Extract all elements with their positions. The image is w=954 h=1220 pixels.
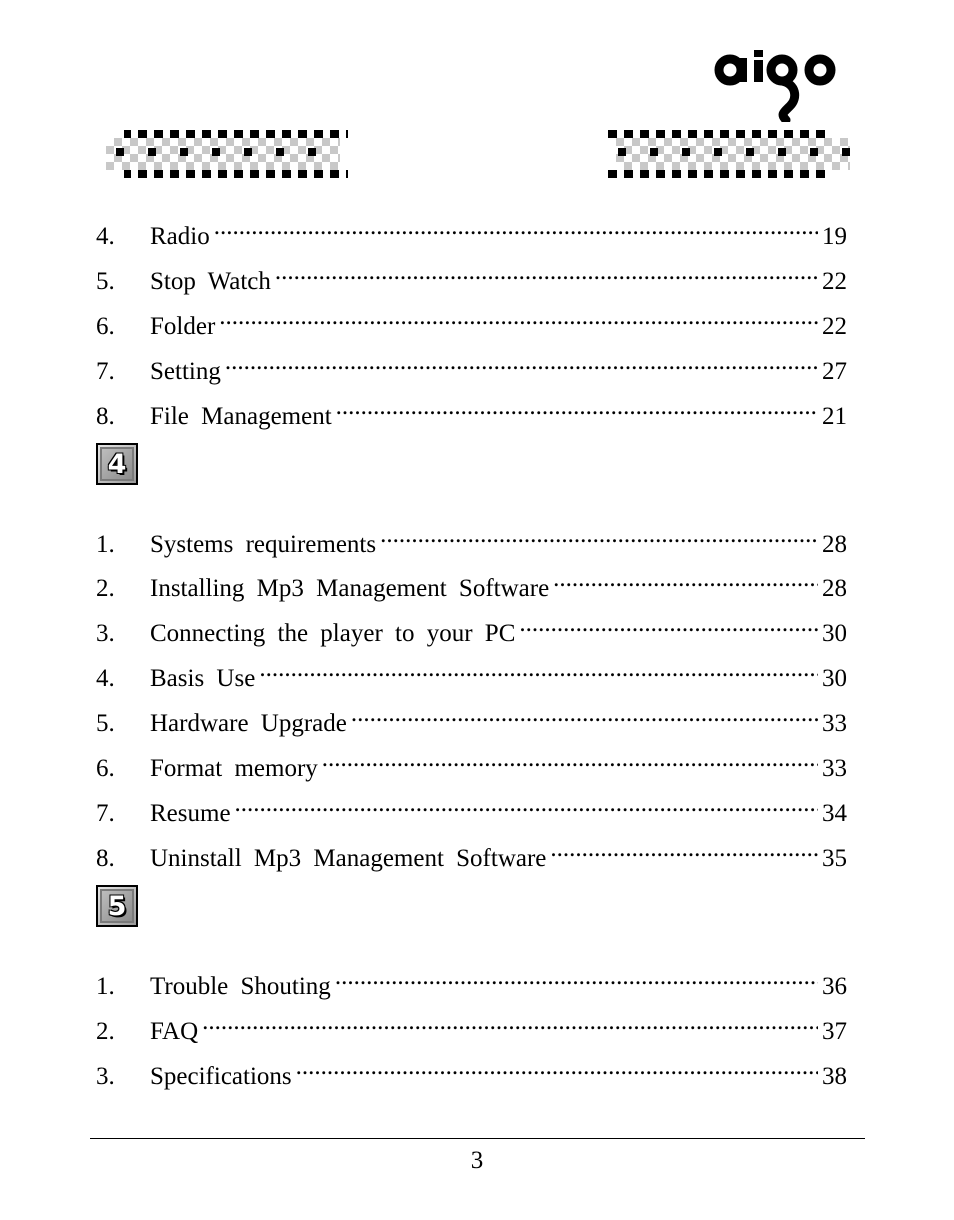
toc-entry-number: 4. <box>96 223 115 250</box>
toc-entry[interactable] <box>96 652 847 692</box>
toc-entry-page: 30 <box>822 620 847 647</box>
toc-dot-leader <box>335 960 818 994</box>
toc-entry-title: Uninstall Mp3 Management Software <box>150 845 547 872</box>
checker-banner-left <box>106 130 348 178</box>
toc-entry-title: Folder <box>150 313 216 340</box>
toc-entry-title: Format memory <box>150 755 318 782</box>
toc-dot-leader <box>202 1005 818 1039</box>
toc-entry[interactable] <box>96 1005 847 1045</box>
toc-entry-page: 33 <box>822 755 847 782</box>
toc-dot-leader <box>259 652 818 686</box>
toc-entry-number: 8. <box>96 403 115 430</box>
toc-dot-leader <box>336 390 818 424</box>
toc-entry[interactable] <box>96 832 847 872</box>
toc-entry-number: 1. <box>96 973 115 1000</box>
toc-dot-leader <box>235 787 818 821</box>
toc-entry-number: 2. <box>96 1018 115 1045</box>
toc-dot-leader <box>550 832 818 866</box>
toc-entry-number: 3. <box>96 1063 115 1090</box>
toc-entry-title: File Management <box>150 403 332 430</box>
toc-entry-page: 27 <box>822 358 847 385</box>
toc-dot-leader <box>380 518 818 552</box>
toc-entry-number: 3. <box>96 620 115 647</box>
toc-entry-title: Basis Use <box>150 665 256 692</box>
toc-entry-page: 19 <box>822 223 847 250</box>
toc-dot-leader <box>322 742 818 776</box>
toc-entry-number: 1. <box>96 531 115 558</box>
toc-entry-page: 35 <box>822 845 847 872</box>
toc-entry-title: Systems requirements <box>150 531 377 558</box>
toc-entry-title: Resume <box>150 800 231 827</box>
toc-entry-page: 36 <box>822 973 847 1000</box>
toc-entry[interactable] <box>96 300 847 340</box>
toc-entry-number: 8. <box>96 845 115 872</box>
section-number: 4 <box>100 447 134 481</box>
toc-entry[interactable] <box>96 787 847 827</box>
toc-entry-title: Stop Watch <box>150 268 271 295</box>
toc-entry-page: 30 <box>822 665 847 692</box>
toc-entry-title: Radio <box>150 223 210 250</box>
toc-entry-number: 7. <box>96 800 115 827</box>
toc-entry-number: 5. <box>96 710 115 737</box>
toc-dot-leader <box>351 697 818 731</box>
section-5-icon <box>96 885 138 927</box>
toc-entry[interactable] <box>96 1050 847 1090</box>
toc-dot-leader <box>553 562 818 596</box>
toc-entry-number: 6. <box>96 755 115 782</box>
toc-entry[interactable] <box>96 697 847 737</box>
toc-entry-title: Specifications <box>150 1063 292 1090</box>
toc-entry-page: 28 <box>822 531 847 558</box>
toc-entry[interactable] <box>96 210 847 250</box>
section-4-icon <box>96 443 138 485</box>
toc-entry-title: Trouble Shouting <box>150 973 331 1000</box>
toc-dot-leader <box>275 255 818 289</box>
toc-entry-page: 22 <box>822 313 847 340</box>
toc-entry-title: Installing Mp3 Management Software <box>150 575 550 602</box>
toc-dot-leader <box>296 1050 818 1084</box>
toc-dot-leader <box>519 607 818 641</box>
toc-entry-title: FAQ <box>150 1018 199 1045</box>
toc-entry-page: 28 <box>822 575 847 602</box>
footer-divider <box>90 1138 865 1139</box>
toc-entry[interactable] <box>96 345 847 385</box>
toc-entry-page: 21 <box>822 403 847 430</box>
toc-entry[interactable] <box>96 607 847 647</box>
toc-dot-leader <box>225 345 818 379</box>
toc-entry[interactable] <box>96 960 847 1000</box>
toc-entry-page: 38 <box>822 1063 847 1090</box>
toc-entry-number: 7. <box>96 358 115 385</box>
toc-entry[interactable] <box>96 562 847 602</box>
toc-entry[interactable] <box>96 742 847 782</box>
toc-entry[interactable] <box>96 390 847 430</box>
toc-entry-title: Connecting the player to your PC <box>150 620 516 647</box>
toc-entry-title: Hardware Upgrade <box>150 710 347 737</box>
toc-entry-page: 37 <box>822 1018 847 1045</box>
checker-banner-right <box>608 130 850 178</box>
toc-entry-number: 4. <box>96 665 115 692</box>
page-number: 3 <box>470 1147 484 1174</box>
toc-entry-number: 5. <box>96 268 115 295</box>
toc-entry-title: Setting <box>150 358 221 385</box>
toc-entry-number: 2. <box>96 575 115 602</box>
toc-entry-number: 6. <box>96 313 115 340</box>
toc-dot-leader <box>219 300 818 334</box>
aigo-logo <box>714 50 838 122</box>
toc-dot-leader <box>214 210 818 244</box>
toc-entry-page: 34 <box>822 800 847 827</box>
toc-entry-page: 22 <box>822 268 847 295</box>
toc-entry[interactable] <box>96 518 847 558</box>
section-number: 5 <box>100 889 134 923</box>
toc-entry[interactable] <box>96 255 847 295</box>
toc-entry-page: 33 <box>822 710 847 737</box>
